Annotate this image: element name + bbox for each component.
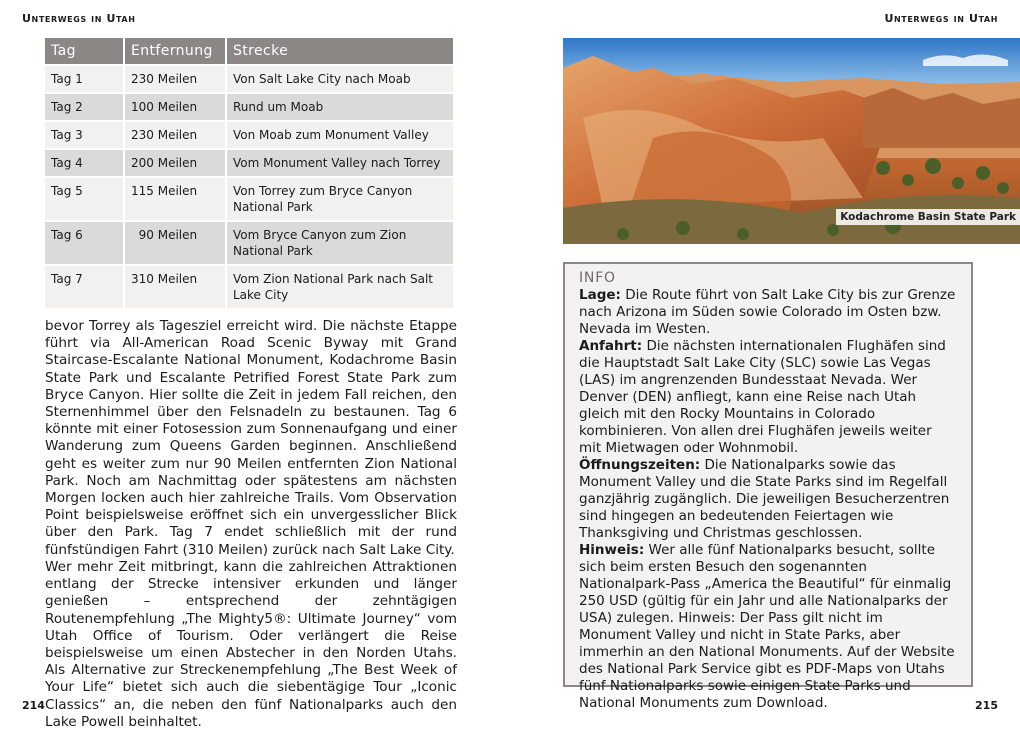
table-row bbox=[45, 121, 454, 149]
kodachrome-basin-photo bbox=[563, 38, 1020, 244]
body-paragraph-1: bevor Torrey als Tagesziel erreicht wird. Die nächste Etappe führt via All-American Road Scenic Byway mit Grand Staircase-Escalante National Monument, Kodachrome Basin State Park und Escalante Petrified Forest State Park zum Bryce Canyon. Hier sollte die Zeit in jedem Fall reichen, den Sternenhimmel über den Felsnadeln zu bestaunen. Tag 6 könnte mit einer Fotosession zum Sonnenaufgang und einer Wanderung zum Queens Garden beginnen. Anschließend geht es weiter zum nur 90 Meilen entfernten Zion National Park. Noch am Nachmittag oder spätestens am nächsten Morgen locken auch hier zahlreiche Trails. Vom Observation Point beispielsweise eröffnet sich ein unvergesslicher Blick über den Park. Tag 7 endet schließlich mit der rund fünfstündigen Fahrt (310 Meilen) zurück nach Salt Lake City. bbox=[45, 318, 457, 558]
info-term: Lage: bbox=[579, 287, 621, 303]
info-text: Die Nationalparks sowie das Monument Valley und die State Parks sind im Regelfall ganzjährig zugänglich. Die jeweiligen Besucherzentren sind hingegen an bedeutenden Feiertagen wie Thanksgiving und Christmas geschlossen. bbox=[579, 457, 950, 541]
info-title: INFO bbox=[579, 270, 616, 286]
table-cell-day: Tag 5 bbox=[45, 177, 124, 221]
info-item-anfahrt bbox=[579, 338, 957, 457]
table-row bbox=[45, 65, 454, 93]
info-text: Die nächsten internationalen Flughäfen sind die Hauptstadt Salt Lake City (SLC) sowie Las Vegas (LAS) im angrenzenden Bundesstaat Nevada. Wer Denver (DEN) anfliegt, kann eine Reise nach Utah gleich mit den Rocky Mountains in Colorado kombinieren. Von allen drei Flughäfen jeweils weiter mit Mietwagen oder Wohnmobil. bbox=[579, 338, 946, 456]
table-cell-distance: 230 Meilen bbox=[124, 65, 226, 93]
body-paragraph-2: Wer mehr Zeit mitbringt, kann die zahlreichen Attraktionen entlang der Strecke intensiver erkunden und länger genießen – entsprechend der zehntägigen Routenempfehlung „The Mighty5®: Ultimate Journey“ vom Utah Office of Tourism. Oder verlängert die Reise beispielsweise um einen Abstecher in den Norden Utahs. Als Alternative zur Streckenempfehlung „The Best Week of Your Life“ bietet sich auch die siebentägige Tour „Iconic Classics“ an, die neben den fünf Nationalparks auch den Lake Powell beinhaltet. bbox=[45, 559, 457, 730]
photo-caption: Kodachrome Basin State Park bbox=[836, 209, 1020, 225]
table-cell-route: Von Salt Lake City nach Moab bbox=[226, 65, 454, 93]
table-cell-distance: 200 Meilen bbox=[124, 149, 226, 177]
table-row bbox=[45, 149, 454, 177]
table-cell-distance: 310 Meilen bbox=[124, 265, 226, 308]
info-term: Öffnungszeiten: bbox=[579, 457, 701, 473]
table-row bbox=[45, 265, 454, 308]
table-cell-day: Tag 6 bbox=[45, 221, 124, 265]
table-header-row bbox=[45, 38, 454, 65]
table-cell-day: Tag 3 bbox=[45, 121, 124, 149]
table-cell-distance: 90 Meilen bbox=[124, 221, 226, 265]
column-header-tag: Tag bbox=[45, 38, 124, 65]
column-header-strecke: Strecke bbox=[226, 38, 454, 65]
column-header-entfernung: Entfernung bbox=[124, 38, 226, 65]
table-cell-distance: 230 Meilen bbox=[124, 121, 226, 149]
table-cell-route: Vom Zion National Park nach Salt Lake City bbox=[226, 265, 454, 308]
running-head-right: Unterwegs in Utah bbox=[884, 12, 998, 25]
info-term: Anfahrt: bbox=[579, 338, 643, 354]
table-cell-route: Vom Bryce Canyon zum Zion National Park bbox=[226, 221, 454, 265]
table-row bbox=[45, 177, 454, 221]
info-item-lage bbox=[579, 287, 957, 338]
info-item-hinweis bbox=[579, 542, 957, 712]
page-number-right: 215 bbox=[975, 699, 998, 712]
table-cell-day: Tag 1 bbox=[45, 65, 124, 93]
table-cell-distance: 115 Meilen bbox=[124, 177, 226, 221]
running-head-left: Unterwegs in Utah bbox=[22, 12, 136, 25]
table-cell-route: Von Moab zum Monument Valley bbox=[226, 121, 454, 149]
info-text: Die Route führt von Salt Lake City bis zur Grenze nach Arizona im Süden sowie Colorado im Osten bzw. Nevada im Westen. bbox=[579, 287, 956, 337]
table-cell-day: Tag 4 bbox=[45, 149, 124, 177]
table-cell-day: Tag 2 bbox=[45, 93, 124, 121]
table-cell-route: Von Torrey zum Bryce Canyon National Park bbox=[226, 177, 454, 221]
page-number-left: 214 bbox=[22, 699, 45, 712]
table-cell-day: Tag 7 bbox=[45, 265, 124, 308]
info-term: Hinweis: bbox=[579, 542, 645, 558]
info-text: Wer alle fünf Nationalparks besucht, sollte sich beim ersten Besuch den sogenannten Nationalpark-Pass „America the Beautiful“ für einmalig 250 USD (gültig für ein Jahr und alle Nationalparks der USA) zulegen. Hinweis: Der Pass gilt nicht im Monument Valley und nicht in State Parks, aber immerhin an den National Monuments. Auf der Website des National Park Service gibt es PDF-Maps von Utahs fünf Nationalparks sowie einigen State Parks und National Monuments zum Download. bbox=[579, 542, 955, 711]
table-cell-distance: 100 Meilen bbox=[124, 93, 226, 121]
route-table bbox=[45, 38, 455, 308]
info-item-oeffnungszeiten bbox=[579, 457, 957, 542]
table-cell-route: Vom Monument Valley nach Torrey bbox=[226, 149, 454, 177]
table-row bbox=[45, 221, 454, 265]
table-cell-route: Rund um Moab bbox=[226, 93, 454, 121]
table-row bbox=[45, 93, 454, 121]
info-box bbox=[563, 262, 973, 711]
